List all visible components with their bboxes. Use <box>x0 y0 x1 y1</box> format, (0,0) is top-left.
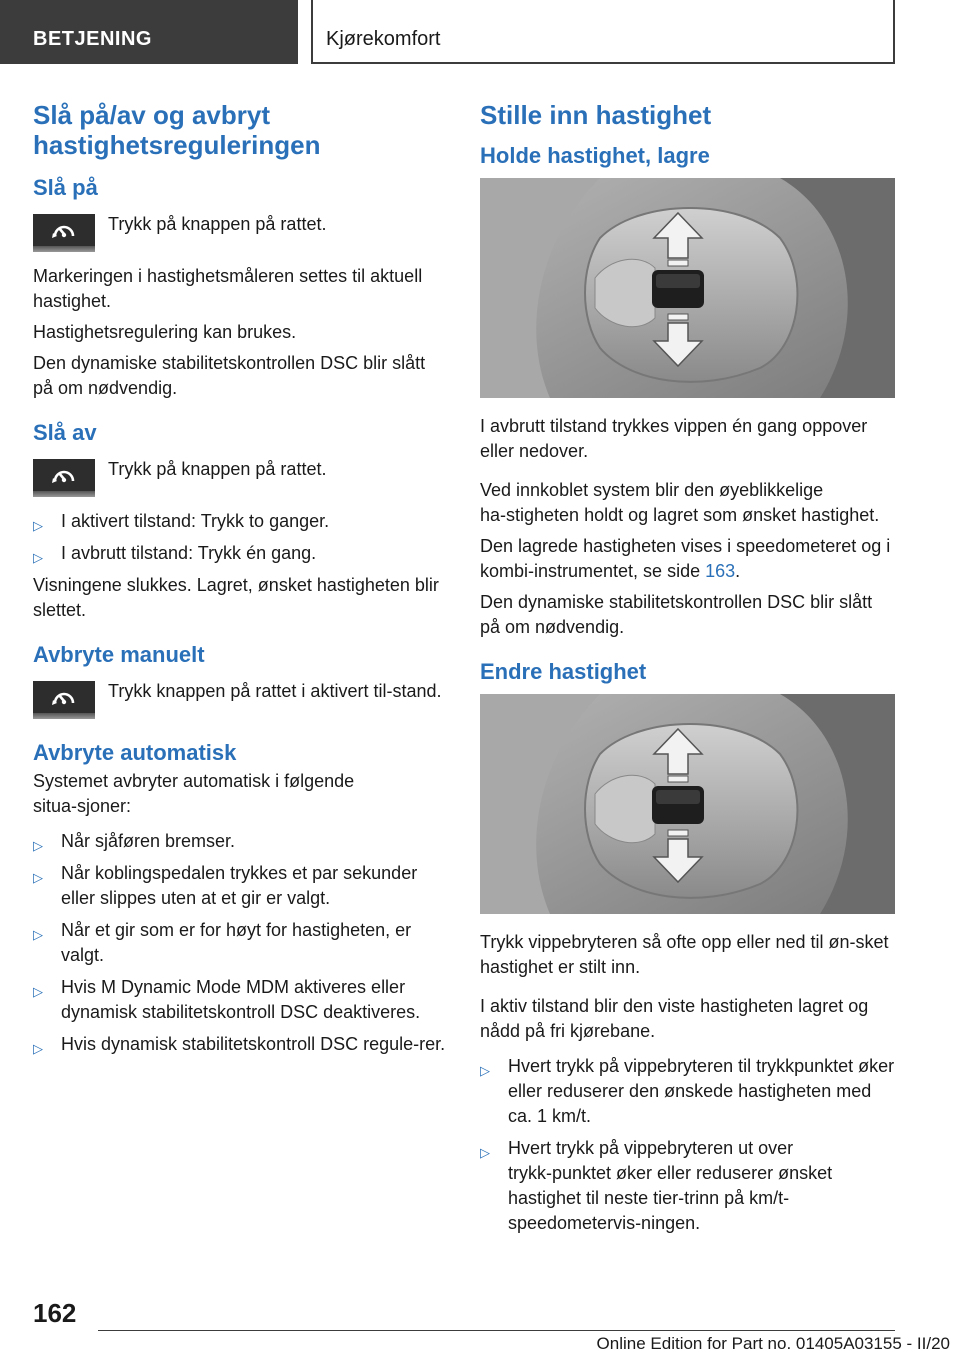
icon-row-off <box>33 455 448 497</box>
heading-manual: Avbryte manuelt <box>33 642 205 667</box>
bullet-list-off <box>33 509 448 566</box>
section-title: Stille inn hastighet <box>480 100 712 130</box>
heading-on: Slå på <box>33 175 98 200</box>
right-column <box>480 100 895 1243</box>
paragraph: Systemet avbryter automatisk i følgende situa‑sjoner: <box>33 771 355 816</box>
heading-change: Endre hastighet <box>480 659 647 684</box>
list-item: ▷ Hvert trykk på vippebryteren ut over trykk‑punktet øker eller reduserer ønsket hastighet til neste tier-trinn på km/t-speedometervis‑ningen. <box>480 1138 833 1233</box>
paragraph: Markeringen i hastighetsmåleren settes til aktuell hastighet. <box>33 266 423 311</box>
page-number: 162 <box>33 1298 77 1328</box>
list-item: ▷ I avbrutt tilstand: Trykk én gang. <box>33 541 448 566</box>
icon-row-on <box>33 210 448 252</box>
section-tab: BETJENING <box>0 0 298 64</box>
triangle-bullet-icon: ▷ <box>33 518 43 533</box>
paragraph: Den dynamiske stabilitetskontrollen DSC blir slått på om nødvendig. <box>33 353 426 398</box>
paragraph-with-reference: Den lagrede hastigheten vises i speedometeret og i kombi-instrumentet, se side 163. <box>480 536 891 581</box>
list-item: ▷ Hvert trykk på vippebryteren til trykkpunktet øker eller reduserer den ønskede hastigheten med ca. 1 km/t. <box>480 1056 895 1126</box>
cruise-control-button-icon <box>33 681 95 719</box>
chapter-tab: Kjørekomfort <box>311 0 895 64</box>
page-reference-link[interactable]: 163 <box>705 561 736 581</box>
paragraph: Visningene slukkes. Lagret, ønsket hastigheten blir slettet. <box>33 575 439 620</box>
steering-wheel-rocker-photo <box>480 178 895 398</box>
list-item: ▷ Når koblingspedalen trykkes et par sekunder eller slippes uten at et gir er valgt. <box>33 863 418 908</box>
triangle-bullet-icon: ▷ <box>33 550 43 565</box>
page-title: Slå på/av og avbryt hastighetsreguleringen <box>33 100 321 160</box>
footer-divider <box>98 1330 895 1331</box>
list-item: ▷ I aktivert tilstand: Trykk to ganger. <box>33 509 448 534</box>
paragraph: Den dynamiske stabilitetskontrollen DSC blir slått på om nødvendig. <box>480 592 873 637</box>
paragraph: Ved innkoblet system blir den øyeblikkelige ha‑stigheten holdt og lagret som ønsket hastighet. <box>480 480 880 525</box>
paragraph: I aktiv tilstand blir den viste hastigheten lagret og nådd på fri kjørebane. <box>480 996 869 1041</box>
triangle-bullet-icon: ▷ <box>33 838 43 853</box>
paragraph: Trykk vippebryteren så ofte opp eller ned til øn‑sket hastighet er stilt inn. <box>480 932 889 977</box>
icon-text-off: Trykk på knappen på rattet. <box>108 459 327 479</box>
list-item: ▷ Hvis dynamisk stabilitetskontroll DSC regule‑rer. <box>33 1032 448 1057</box>
heading-off: Slå av <box>33 420 97 445</box>
paragraph: Hastighetsregulering kan brukes. <box>33 322 297 342</box>
left-column <box>33 100 448 1064</box>
list-item: ▷ Når sjåføren bremser. <box>33 829 448 854</box>
triangle-bullet-icon: ▷ <box>33 870 43 885</box>
cruise-control-button-icon <box>33 214 95 252</box>
icon-text-on: Trykk på knappen på rattet. <box>108 214 327 234</box>
cruise-control-button-icon <box>33 459 95 497</box>
triangle-bullet-icon: ▷ <box>33 984 43 999</box>
triangle-bullet-icon: ▷ <box>480 1063 490 1078</box>
triangle-bullet-icon: ▷ <box>33 1041 43 1056</box>
edition-footer: Online Edition for Part no. 01405A03155 - II/20 <box>596 1334 950 1353</box>
triangle-bullet-icon: ▷ <box>480 1145 490 1160</box>
paragraph: I avbrutt tilstand trykkes vippen én gang oppover eller nedover. <box>480 416 868 461</box>
icon-row-manual <box>33 677 448 719</box>
list-item: ▷ Hvis M Dynamic Mode MDM aktiveres eller dynamisk stabilitetskontroll DSC deaktiveres. <box>33 977 421 1022</box>
bullet-list-change <box>480 1054 895 1236</box>
triangle-bullet-icon: ▷ <box>33 927 43 942</box>
steering-wheel-rocker-photo <box>480 694 895 914</box>
heading-auto: Avbryte automatisk <box>33 740 237 765</box>
bullet-list-auto <box>33 829 448 1057</box>
list-item: ▷ Når et gir som er for høyt for hastigheten, er valgt. <box>33 920 412 965</box>
heading-hold: Holde hastighet, lagre <box>480 143 710 168</box>
icon-text-manual: Trykk knappen på rattet i aktivert til‑stand. <box>108 681 442 701</box>
